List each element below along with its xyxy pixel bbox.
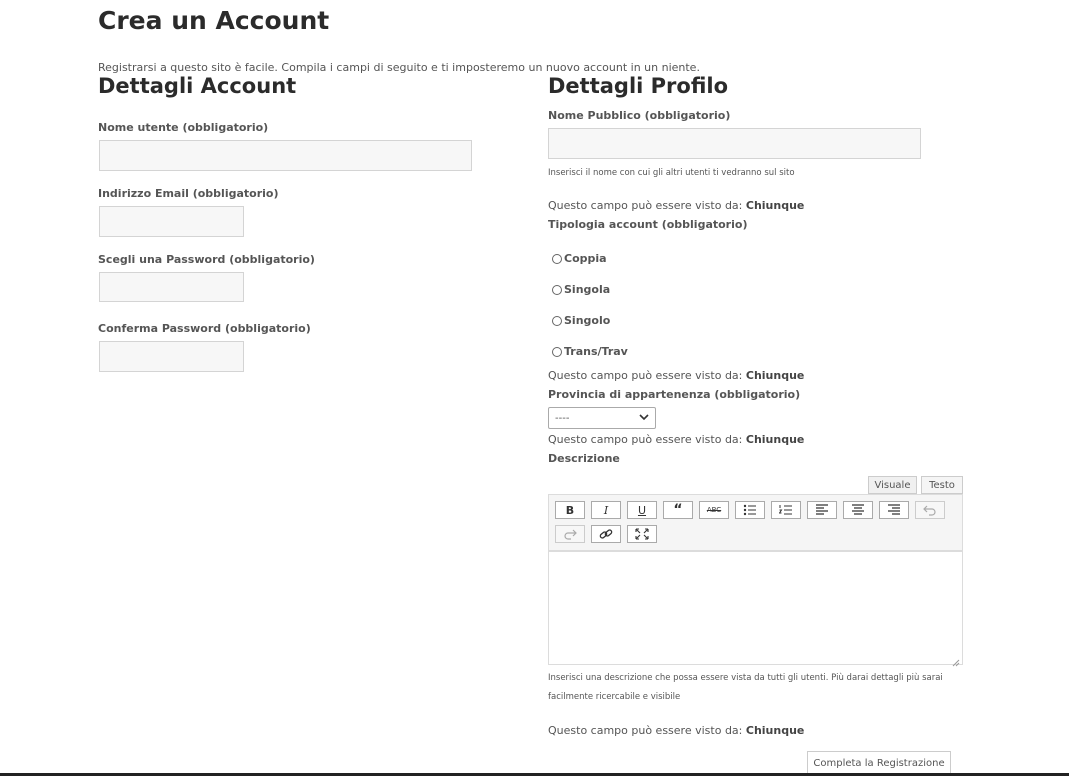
account-details-heading: Dettagli Account xyxy=(98,74,297,98)
underline-icon[interactable]: U xyxy=(627,501,657,519)
quote-icon[interactable]: “ xyxy=(663,501,693,519)
description-hint: Inserisci una descrizione che possa essere vista da tutti gli utenti. Più darai dettagli più sarai xyxy=(548,673,943,683)
account-type-label: Tipologia account (obbligatorio) xyxy=(548,218,748,231)
complete-registration-button[interactable]: Completa la Registrazione xyxy=(807,751,951,775)
page-title: Crea un Account xyxy=(98,6,330,35)
email-label: Indirizzo Email (obbligatorio) xyxy=(98,187,279,200)
italic-icon[interactable]: I xyxy=(591,501,621,519)
radio-button[interactable] xyxy=(552,254,562,264)
visibility-value: Chiunque xyxy=(745,199,805,212)
visibility-note: Questo campo può essere visto da: Chiunque xyxy=(548,433,805,446)
confirm-password-input[interactable] xyxy=(99,341,244,372)
province-select[interactable] xyxy=(548,407,656,429)
radio-option-trans-trav[interactable]: Trans/Trav xyxy=(552,345,628,358)
radio-button[interactable] xyxy=(552,285,562,295)
bold-icon[interactable]: B xyxy=(555,501,585,519)
align-right-icon[interactable] xyxy=(879,501,909,519)
radio-button[interactable] xyxy=(552,347,562,357)
visibility-value: Chiunque xyxy=(745,369,805,382)
visibility-note: Questo campo può essere visto da: Chiunque xyxy=(548,199,805,212)
resize-handle-icon[interactable] xyxy=(951,652,960,671)
public-name-input[interactable] xyxy=(548,128,921,159)
editor-toolbar xyxy=(548,494,963,551)
visibility-note: Questo campo può essere visto da: Chiunque xyxy=(548,724,805,737)
radio-option-singola[interactable]: Singola xyxy=(552,283,610,296)
profile-details-heading: Dettagli Profilo xyxy=(548,74,729,98)
undo-icon[interactable] xyxy=(915,501,945,519)
fullscreen-icon[interactable] xyxy=(627,525,657,543)
username-label: Nome utente (obbligatorio) xyxy=(98,121,269,134)
password-label: Scegli una Password (obbligatorio) xyxy=(98,253,315,266)
description-hint-continued: facilmente ricercabile e visibile xyxy=(548,692,681,702)
intro-text: Registrarsi a questo sito è facile. Compila i campi di seguito e ti imposteremo un nuovo account in un niente. xyxy=(98,61,700,74)
tab-visual[interactable]: Visuale xyxy=(868,476,917,494)
radio-option-coppia[interactable]: Coppia xyxy=(552,252,607,265)
strikethrough-icon[interactable]: ABC xyxy=(699,501,729,519)
align-left-icon[interactable] xyxy=(807,501,837,519)
visibility-note: Questo campo può essere visto da: Chiunque xyxy=(548,369,805,382)
radio-option-singolo[interactable]: Singolo xyxy=(552,314,610,327)
align-center-icon[interactable] xyxy=(843,501,873,519)
password-input[interactable] xyxy=(99,272,244,302)
numbered-list-icon[interactable] xyxy=(771,501,801,519)
public-name-label: Nome Pubblico (obbligatorio) xyxy=(548,109,731,122)
link-icon[interactable] xyxy=(591,525,621,543)
chevron-down-icon xyxy=(639,413,649,424)
description-editor[interactable] xyxy=(548,551,963,665)
province-selected-value: ---- xyxy=(555,412,570,424)
bulleted-list-icon[interactable] xyxy=(735,501,765,519)
visibility-value: Chiunque xyxy=(745,433,805,446)
confirm-password-label: Conferma Password (obbligatorio) xyxy=(98,322,311,335)
radio-button[interactable] xyxy=(552,316,562,326)
redo-icon[interactable] xyxy=(555,525,585,543)
email-input[interactable] xyxy=(99,206,244,237)
public-name-hint: Inserisci il nome con cui gli altri utenti ti vedranno sul sito xyxy=(548,168,795,178)
description-label: Descrizione xyxy=(548,452,620,465)
visibility-value: Chiunque xyxy=(745,724,805,737)
tab-text[interactable]: Testo xyxy=(921,476,963,494)
province-label: Provincia di appartenenza (obbligatorio) xyxy=(548,388,801,401)
username-input[interactable] xyxy=(99,140,472,171)
